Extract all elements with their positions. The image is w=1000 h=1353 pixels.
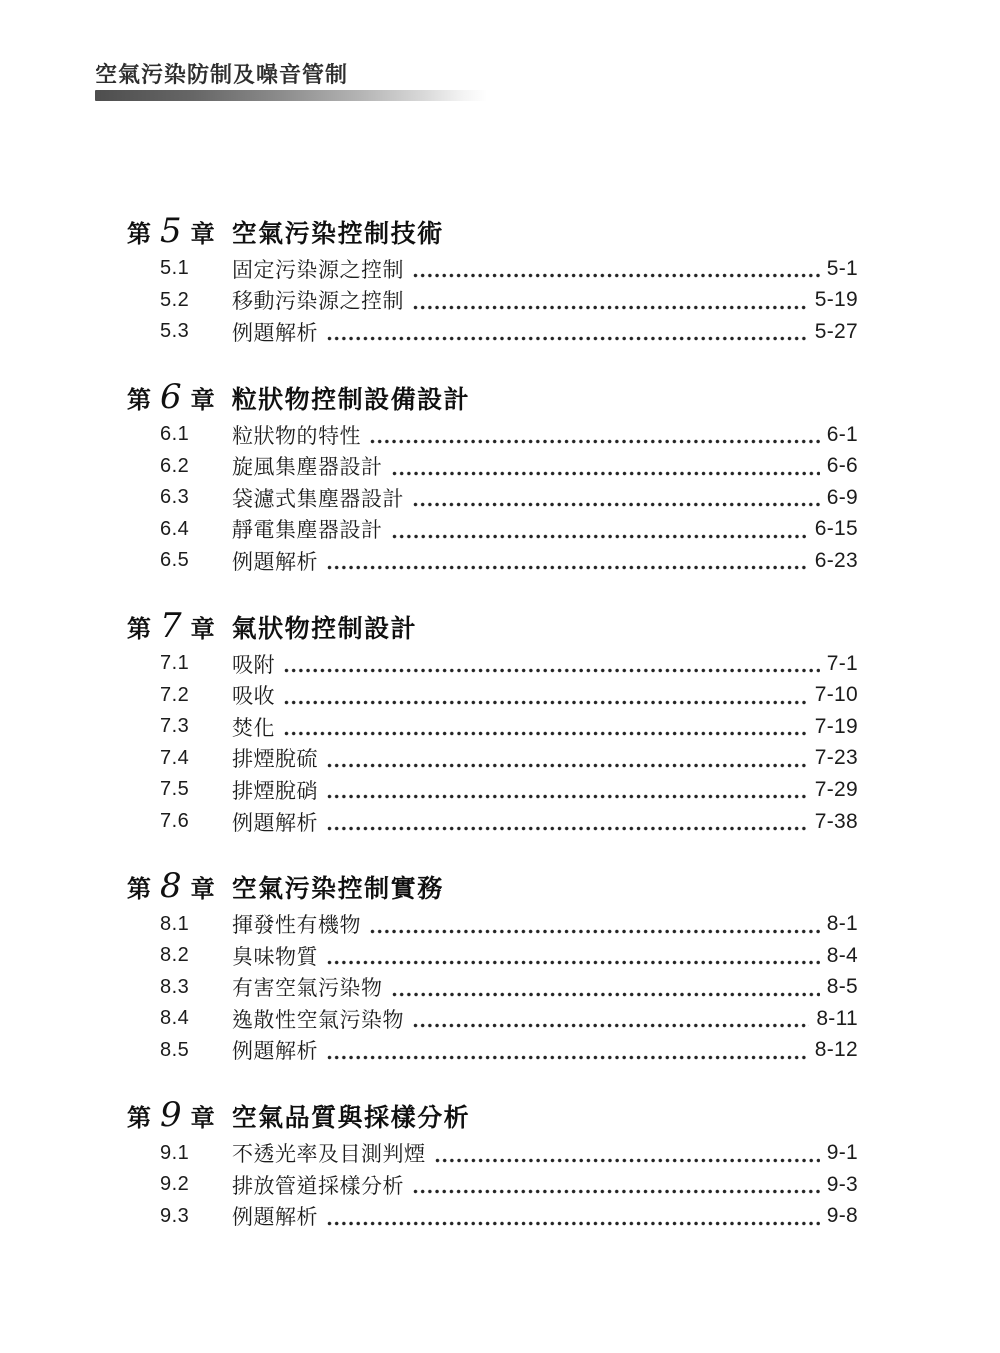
section-page-number: 9-8 [826, 1204, 858, 1228]
chapter-title: 空氣品質與採樣分析 [231, 1104, 471, 1133]
section-page-number: 9-1 [826, 1141, 858, 1165]
toc-chapter [127, 867, 858, 1066]
toc-entry [127, 1169, 858, 1201]
chapter-marker: 章 [190, 876, 215, 904]
section-number: 6.2 [160, 454, 190, 477]
section-page-number: 6-1 [826, 422, 858, 446]
toc-entry [127, 679, 858, 711]
toc-entry [127, 316, 858, 348]
toc-entry [127, 648, 858, 680]
section-number: 7.6 [160, 810, 190, 833]
section-page-number: 5-1 [826, 256, 858, 280]
chapter-heading [127, 212, 858, 250]
section-title: 焚化 [232, 716, 275, 740]
dot-leader [327, 336, 808, 341]
section-page-number: 7-1 [826, 651, 858, 675]
dot-leader [392, 534, 808, 539]
toc-entry [127, 711, 858, 743]
toc-entry [127, 908, 858, 940]
chapter-heading [127, 1096, 858, 1134]
section-title: 例題解析 [232, 550, 318, 574]
section-title: 吸附 [232, 653, 275, 677]
toc-entry [127, 514, 858, 546]
chapter-sections [127, 1137, 858, 1232]
chapter-sections [127, 419, 858, 577]
dot-leader [392, 992, 820, 997]
section-title: 例題解析 [232, 1206, 318, 1230]
toc-chapter [127, 378, 858, 577]
chapter-marker: 章 [190, 615, 215, 643]
toc-entry [127, 1137, 858, 1169]
section-page-number: 7-10 [814, 683, 858, 707]
section-page-number: 6-9 [826, 485, 858, 509]
dot-leader [284, 700, 808, 705]
toc-entry [127, 972, 858, 1004]
toc-chapter [127, 1096, 858, 1232]
dot-leader [413, 273, 820, 278]
section-title: 不透光率及目測判煙 [232, 1143, 426, 1167]
section-title: 排煙脫硝 [232, 779, 318, 803]
chapter-sections [127, 253, 858, 348]
section-title: 例題解析 [232, 321, 318, 345]
section-title: 揮發性有機物 [232, 914, 361, 938]
dot-leader [392, 471, 820, 476]
chapter-prefix: 第 [127, 386, 151, 414]
section-title: 袋濾式集塵器設計 [232, 487, 404, 511]
toc [127, 212, 858, 1232]
section-number: 5.3 [160, 320, 190, 343]
toc-entry [127, 253, 858, 285]
section-number: 6.1 [160, 423, 190, 446]
dot-leader [413, 502, 820, 507]
toc-entry [127, 774, 858, 806]
toc-entry [127, 743, 858, 775]
toc-entry [127, 1035, 858, 1067]
section-page-number: 8-12 [814, 1038, 858, 1062]
section-title: 粒狀物的特性 [232, 424, 361, 448]
section-page-number: 9-3 [826, 1172, 858, 1196]
toc-entry [127, 545, 858, 577]
dot-leader [413, 1189, 820, 1194]
dot-leader [327, 826, 808, 831]
toc-entry [127, 1003, 858, 1035]
section-page-number: 7-38 [814, 809, 858, 833]
section-number: 8.2 [160, 944, 190, 967]
dot-leader [435, 1158, 820, 1163]
section-number: 7.3 [160, 715, 190, 738]
section-number: 6.4 [160, 517, 190, 540]
dot-leader [327, 960, 820, 965]
toc-entry [127, 806, 858, 838]
dot-leader [370, 439, 820, 444]
section-title: 例題解析 [232, 1040, 318, 1064]
section-number: 8.3 [160, 975, 190, 998]
chapter-number: 8 [160, 866, 182, 907]
toc-entry [127, 940, 858, 972]
section-page-number: 8-1 [826, 912, 858, 936]
chapter-number: 9 [160, 1095, 182, 1136]
chapter-prefix: 第 [127, 1105, 151, 1133]
section-title: 例題解析 [232, 811, 318, 835]
toc-chapter [127, 212, 858, 348]
section-page-number: 6-15 [814, 517, 858, 541]
toc-entry [127, 1200, 858, 1232]
chapter-title: 粒狀物控制設備設計 [231, 385, 471, 414]
chapter-prefix: 第 [127, 221, 151, 248]
dot-leader [284, 731, 808, 736]
section-page-number: 8-4 [826, 943, 858, 967]
dot-leader [327, 1221, 820, 1226]
section-number: 7.1 [160, 652, 190, 675]
section-page-number: 7-23 [814, 746, 858, 770]
dot-leader [327, 565, 808, 570]
section-number: 8.4 [160, 1007, 190, 1030]
dot-leader [284, 668, 820, 673]
section-title: 有害空氣污染物 [232, 977, 383, 1001]
section-number: 9.2 [160, 1173, 190, 1196]
section-page-number: 7-19 [814, 714, 858, 738]
toc-entry [127, 482, 858, 514]
section-title: 靜電集塵器設計 [232, 519, 383, 543]
chapter-heading [127, 867, 858, 905]
toc-chapter [127, 607, 858, 838]
dot-leader [327, 794, 808, 799]
section-number: 8.5 [160, 1038, 190, 1061]
chapter-title: 氣狀物控制設計 [231, 614, 418, 643]
section-title: 吸收 [232, 685, 275, 709]
section-page-number: 7-29 [814, 777, 858, 801]
chapter-sections [127, 648, 858, 838]
section-title: 排煙脫硫 [232, 748, 318, 772]
toc-entry [127, 419, 858, 451]
chapter-heading [127, 378, 858, 416]
section-number: 7.5 [160, 778, 190, 801]
section-number: 7.4 [160, 746, 190, 769]
chapter-prefix: 第 [127, 615, 151, 643]
chapter-marker: 章 [190, 386, 215, 414]
dot-leader [413, 305, 808, 310]
toc-entry [127, 285, 858, 317]
section-number: 9.1 [160, 1141, 190, 1164]
header-gradient-rule [95, 90, 487, 101]
section-page-number: 6-23 [814, 548, 858, 572]
dot-leader [413, 1023, 809, 1028]
section-title: 移動污染源之控制 [232, 290, 404, 314]
section-page-number: 6-6 [826, 454, 858, 478]
chapter-number: 6 [160, 376, 182, 417]
section-number: 8.1 [160, 912, 190, 935]
dot-leader [327, 1055, 808, 1060]
section-title: 臭味物質 [232, 945, 318, 969]
toc-entry [127, 450, 858, 482]
section-number: 9.3 [160, 1204, 190, 1227]
chapter-marker: 章 [190, 1105, 215, 1133]
chapter-prefix: 第 [127, 876, 151, 904]
chapter-sections [127, 908, 858, 1066]
section-title: 逸散性空氣污染物 [232, 1008, 404, 1032]
section-number: 5.2 [160, 288, 190, 311]
section-page-number: 8-5 [826, 975, 858, 999]
section-number: 6.3 [160, 486, 190, 509]
section-title: 固定污染源之控制 [232, 258, 404, 282]
section-title: 旋風集塵器設計 [232, 456, 383, 480]
chapter-number: 5 [160, 211, 182, 251]
section-number: 7.2 [160, 683, 190, 706]
section-number: 6.5 [160, 549, 190, 572]
chapter-number: 7 [160, 605, 182, 646]
chapter-title: 空氣污染控制實務 [231, 875, 444, 904]
chapter-title: 空氣污染控制技術 [231, 220, 444, 248]
dot-leader [370, 929, 820, 934]
section-number: 5.1 [160, 257, 190, 280]
section-title: 排放管道採樣分析 [232, 1174, 404, 1198]
chapter-marker: 章 [190, 221, 215, 248]
running-header-title: 空氣污染防制及噪音管制 [95, 62, 349, 87]
section-page-number: 5-19 [814, 288, 858, 312]
chapter-heading [127, 607, 858, 645]
section-page-number: 5-27 [814, 319, 858, 343]
dot-leader [327, 763, 808, 768]
section-page-number: 8-11 [816, 1006, 858, 1030]
